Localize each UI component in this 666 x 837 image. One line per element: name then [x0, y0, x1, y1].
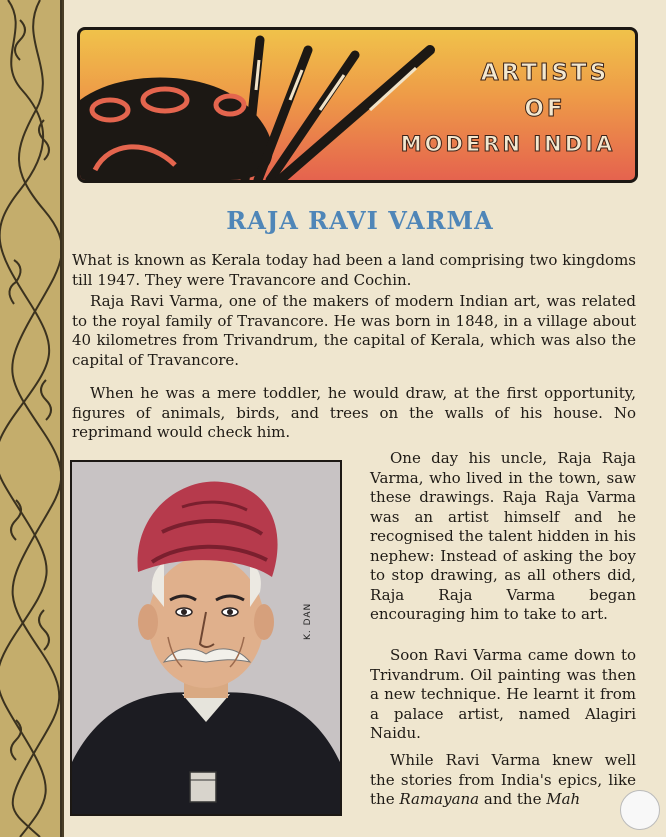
paragraph-3: When he was a mere toddler, he would draw, at the first opportunity, figures of animals, birds, and trees on the walls of his house. No reprimand would check him. — [72, 384, 636, 441]
paragraph-6-mid: and the — [479, 790, 547, 808]
portrait-illustration — [70, 460, 342, 816]
ornamental-border — [0, 0, 64, 837]
paragraph-4: One day his uncle, Raja Raja Varma, who lived in the town, saw these drawings. Raja Raja Varma was an artist himself and he recognised the talent hidden in his nephew: Instead of asking the boy to stop drawing, as all others did, Raja Raja Varma began encouraging him to take to art. — [370, 449, 636, 623]
watermark-stamp — [620, 790, 660, 830]
paragraph-6-text: While Ravi Varma knew well the stories from India's epics, like the — [370, 751, 636, 808]
paragraph-6 — [370, 751, 636, 810]
paragraph-2: Raja Ravi Varma, one of the makers of modern Indian art, was related to the royal family of Travancore. He was born in 1848, in a village about 40 kilometres from Trivandrum, the capital of Kerala, which was also the capital of Travancore. — [72, 292, 636, 369]
artist-signature: K. DAN — [303, 602, 313, 640]
banner-title-line3: MODERN INDIA — [400, 132, 616, 156]
article-title: RAJA RAVI VARMA — [226, 206, 494, 235]
epic-ramayana: Ramayana — [399, 790, 480, 808]
epic-mahabharata-fragment: Mah — [546, 790, 581, 808]
banner-title-line1: ARTISTS — [480, 60, 610, 86]
paragraph-1: What is known as Kerala today had been a land comprising two kingdoms till 1947. They were Travancore and Cochin. — [72, 251, 636, 289]
paragraph-5: Soon Ravi Varma came down to Trivandrum. Oil painting was then a new technique. He learnt it from a palace artist, named Alagiri Naidu. — [370, 646, 636, 742]
banner-title-line2: OF — [524, 96, 566, 122]
series-banner — [77, 27, 638, 183]
